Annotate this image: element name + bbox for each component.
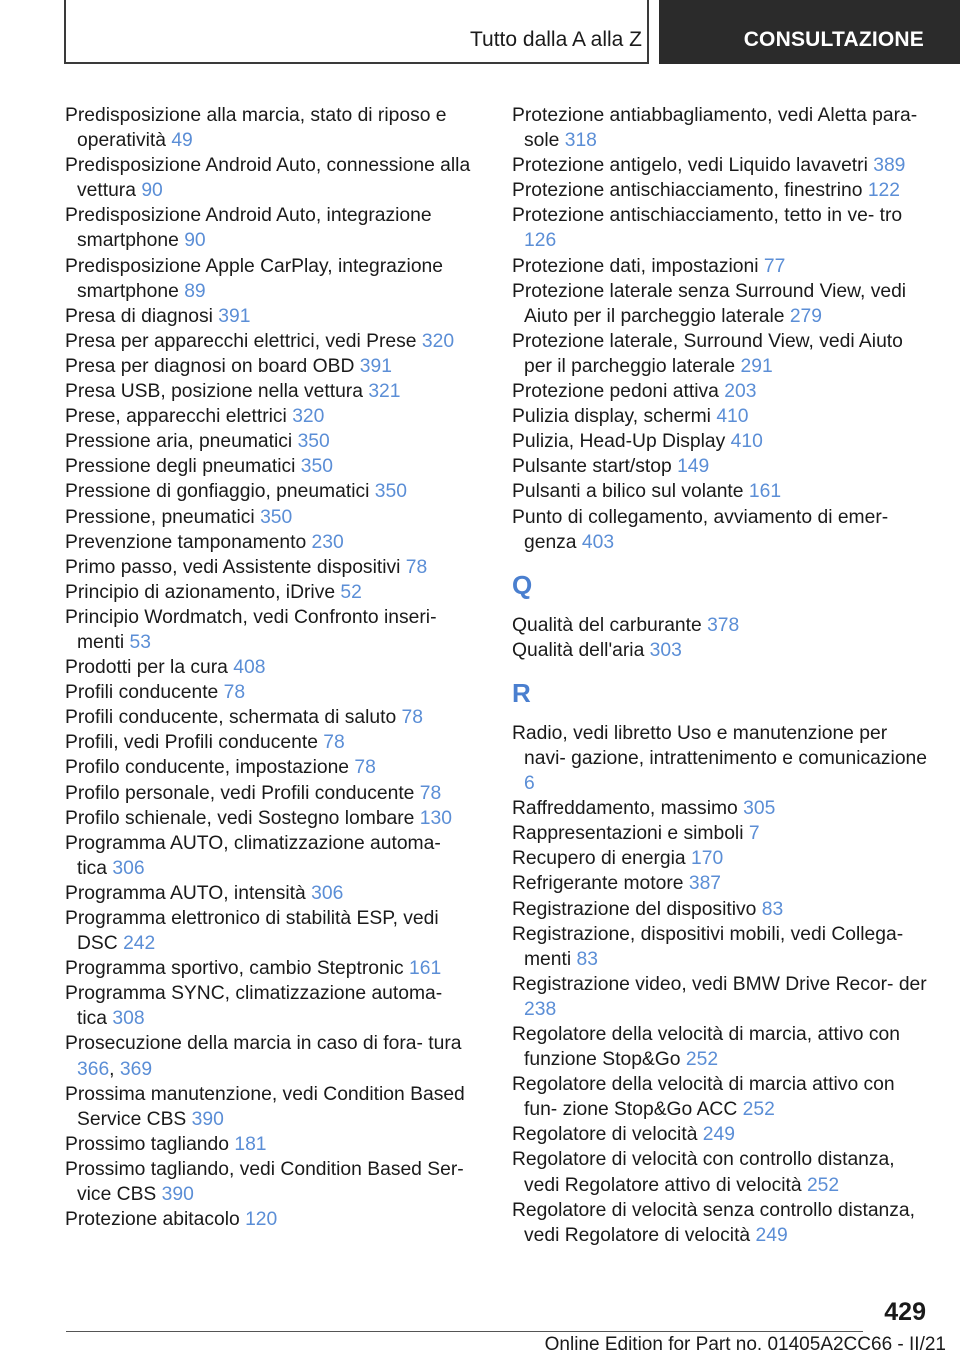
index-entry [512,897,932,922]
page-reference-link[interactable]: 391 [218,305,251,327]
index-letter-heading: Q [512,569,533,600]
index-entry-text: Predisposizione Apple CarPlay, integrazione smartphone [65,255,443,302]
page-reference-link[interactable]: 252 [742,1099,775,1121]
page-reference-link[interactable]: 387 [688,873,722,895]
index-entry-text: Programma SYNC, climatizzazione automa‐ tica [65,983,443,1030]
page-reference-link[interactable]: 126 [524,230,557,252]
page-reference-link[interactable]: 350 [297,431,330,453]
page-reference-link[interactable]: 78 [354,757,376,779]
page-reference-link[interactable]: 230 [311,531,344,553]
page-reference-link[interactable]: 90 [141,180,163,202]
page-reference-link[interactable]: 77 [763,255,786,277]
page-reference-link[interactable]: 161 [409,958,442,980]
index-entry: Prosecuzione della marcia in caso di fora‐ tura 366, 369 [65,1033,462,1080]
index-entry-text: Protezione dati, impostazioni [512,255,759,277]
page-reference-link[interactable]: 203 [724,381,757,403]
page-reference-link[interactable]: 408 [233,657,266,679]
index-entry-text: Predisposizione Android Auto, integrazione smartphone [65,205,432,252]
index-entry-text: Protezione antigelo, vedi Liquido lavavetri [512,155,868,177]
index-entry-text: Protezione laterale, Surround View, vedi Aiuto per il parcheggio laterale [512,330,903,377]
index-entry-text: Programma AUTO, intensità [65,882,306,904]
page-reference-link[interactable]: 303 [649,639,682,661]
index-entry [65,429,475,454]
index-entry [512,329,932,379]
page-reference-link[interactable]: 83 [576,948,598,970]
index-entry [512,972,932,1022]
index-entry [65,580,475,605]
page-reference-link[interactable]: 308 [112,1008,145,1030]
page-reference-link[interactable]: 306 [112,857,145,879]
index-entry-text: Prevenzione tamponamento [65,531,307,553]
chapter-tab [659,0,960,64]
page-reference-link[interactable]: 350 [300,456,333,478]
index-entry-text: Pulsante start/stop [512,456,672,478]
index-entry-text: Recupero di energia [512,848,686,870]
index-entry-text: Prosecuzione della marcia in caso di fora‐ tura [65,1033,462,1055]
index-entry [512,613,932,638]
index-entry-text: Protezione laterale senza Surround View, vedi Aiuto per il parcheggio laterale [512,280,907,327]
index-entry [512,203,932,253]
index-entry [65,329,475,354]
index-entry-text: Rappresentazioni e simboli [512,823,744,845]
index-entry-text: Principio Wordmatch, vedi Confronto inseri‐ menti [65,606,437,653]
index-entry [65,806,475,831]
index-entry-text: Presa di diagnosi [65,305,213,327]
page-reference-link[interactable]: 252 [806,1174,840,1196]
index-entry-text: Pulizia, Head-Up Display [512,431,726,453]
page-reference-link[interactable]: 242 [123,933,156,955]
index-entry [512,178,932,203]
page-reference-link[interactable]: 181 [234,1133,267,1155]
index-entry-text: Punto di collegamento, avviamento di emer‐ genza [512,506,889,553]
page-reference-link[interactable]: 49 [171,130,193,152]
index-entry [512,254,932,279]
index-entry-text: Presa per diagnosi on board OBD [65,355,355,377]
index-entry [65,680,475,705]
header-border-right [647,0,649,64]
page-reference-link[interactable]: 83 [761,898,784,920]
page-reference-link[interactable]: 149 [677,456,710,478]
index-entry [65,1207,475,1232]
index-entry [65,730,475,755]
page-reference-link[interactable]: 249 [702,1124,735,1146]
index-entry-text: Prossima manutenzione, vedi Condition Based Service CBS [65,1083,465,1130]
index-entry-text: Regolatore di velocità senza controllo distanza, vedi Regolatore di velocità [512,1199,915,1246]
page-reference-link[interactable]: 320 [421,330,455,352]
index-entry [65,505,475,530]
index-entry [512,379,932,404]
index-entry [65,655,475,680]
index-entry [65,755,475,780]
index-entry [512,721,932,796]
page-reference-link[interactable]: 78 [419,782,442,804]
index-entry-text: Protezione pedoni attiva [512,381,719,403]
index-letter-heading: R [512,677,531,708]
page-reference-link[interactable]: 90 [184,230,206,252]
index-entry-text: Profili conducente [65,682,219,704]
page-reference-link[interactable]: 78 [401,707,423,729]
page-reference-link[interactable]: 389 [873,155,906,177]
page-reference-link[interactable]: 170 [691,848,724,870]
index-entry-text: Regolatore della velocità di marcia attivo con fun‐ zione Stop&Go ACC [512,1074,895,1121]
index-entry-text: Presa per apparecchi elettrici, vedi Prese [65,330,417,352]
page-reference-link[interactable]: 350 [260,506,293,528]
page-reference-link[interactable]: 52 [340,581,362,603]
page-reference-link[interactable]: 369 [119,1058,153,1080]
index-entry [65,705,475,730]
page-reference-link[interactable]: 161 [748,481,782,503]
index-entry [512,846,932,871]
index-entry [512,638,932,663]
page-reference-link[interactable]: 390 [191,1108,224,1130]
index-entry-text: Predisposizione alla marcia, stato di riposo e operatività [65,105,447,152]
index-entry [65,103,475,153]
index-entry-text: Profili, vedi Profili conducente [65,732,318,754]
index-entry [65,530,475,555]
page-reference-link[interactable]: 130 [419,807,452,829]
page-reference-link[interactable]: 249 [755,1224,788,1246]
index-entry [512,279,932,329]
index-entry-text: Programma elettronico di stabilità ESP, vedi DSC [65,908,439,955]
index-entry [512,454,932,479]
index-entry-text: Qualità dell'aria [512,639,645,661]
index-entry [65,605,475,655]
index-entry-text: Principio di azionamento, iDrive [65,581,336,603]
index-entry-text: Protezione antischiacciamento, finestrino [512,180,863,202]
index-entry-text: Regolatore di velocità [512,1124,698,1146]
index-entry [512,429,932,454]
page-reference-link[interactable]: 7 [748,823,760,845]
index-entry-text: Pressione aria, pneumatici [65,431,293,453]
page-reference-link[interactable]: 291 [740,355,773,377]
page-reference-link[interactable]: 89 [184,280,206,302]
page-reference-link[interactable]: 306 [311,882,344,904]
page-reference-link[interactable]: 321 [368,381,401,403]
index-entry-text: Pressione, pneumatici [65,506,255,528]
page-reference-link[interactable]: 350 [374,481,407,503]
page-reference-link[interactable]: 378 [707,614,740,636]
index-entry-text: Regolatore di velocità con controllo distanza, vedi Regolatore attivo di velocità [512,1149,895,1196]
page-reference-link[interactable]: 78 [405,556,428,578]
index-entry-text: Pressione degli pneumatici [65,456,296,478]
page-reference-link[interactable]: 122 [867,180,900,202]
index-entry [512,871,932,896]
page-reference-link[interactable]: 279 [789,305,822,327]
index-entry-text: Pressione di gonfiaggio, pneumatici [65,481,370,503]
index-entry [65,881,475,906]
index-entry-text: Qualità del carburante [512,614,702,636]
index-entry-text: Raffreddamento, massimo [512,798,738,820]
page-reference-link[interactable]: 320 [292,406,325,428]
index-entry [65,906,475,956]
index-entry-text: Prodotti per la cura [65,657,228,679]
page-reference-link[interactable]: 403 [581,531,615,553]
index-entry [65,1082,475,1132]
page-reference-link[interactable]: 318 [564,130,597,152]
index-entry [65,781,475,806]
index-entry-text: Profilo schienale, vedi Sostegno lombare [65,807,415,829]
index-entry [512,922,932,972]
index-entry-text: Registrazione del dispositivo [512,898,757,920]
page-reference-link[interactable]: 390 [161,1184,194,1206]
index-entry [512,796,932,821]
index-entry [512,1122,932,1147]
page-reference-link[interactable]: 410 [716,406,749,428]
index-entry-text: Predisposizione Android Auto, connessione alla vettura [65,155,471,202]
page-reference-link[interactable]: 238 [524,998,557,1020]
index-entry [512,1072,932,1122]
page-reference-link[interactable]: 305 [743,798,776,820]
index-entry [512,1022,932,1072]
index-entry [512,479,932,504]
header-border-left [64,0,66,64]
index-entry-text: Protezione abitacolo [65,1209,240,1231]
index-entry-text: Presa USB, posizione nella vettura [65,381,363,403]
index-entry-text: Registrazione, dispositivi mobili, vedi Collega‐ menti [512,923,904,970]
page-reference-link[interactable]: 252 [685,1049,719,1071]
index-entry [512,404,932,429]
page-number: 429 [884,1298,926,1326]
page-reference-link[interactable]: 391 [359,355,392,377]
index-entry-text: Prossimo tagliando, vedi Condition Based Ser‐ vice CBS [65,1158,464,1206]
index-entry-text: Registrazione video, vedi BMW Drive Recor‐ der [512,973,927,995]
index-entry-text: Programma sportivo, cambio Steptronic [65,958,404,980]
index-entry [512,103,932,153]
index-entry-text: Pulsanti a bilico sul volante [512,481,744,503]
footer-edition: Online Edition for Part no. 01405A2CC66 - II/21 [544,1334,946,1355]
index-entry-text: Regolatore della velocità di marcia, attivo con funzione Stop&Go [512,1024,900,1071]
index-entry [65,454,475,479]
index-entry-text: Programma AUTO, climatizzazione automa‐ tica [65,832,441,879]
index-entry [512,821,932,846]
index-entry [65,379,475,404]
page-reference-link[interactable]: 53 [129,631,151,653]
page-reference-link[interactable]: 78 [223,682,246,704]
chapter-tab-label: CONSULTAZIONE [743,28,924,51]
index-entry [65,956,475,981]
index-entry [65,254,475,304]
page-reference-link[interactable]: 410 [730,431,763,453]
index-entry [512,153,932,178]
footer-divider [66,1331,863,1332]
page-reference-link[interactable]: 78 [323,732,345,754]
index-entry [65,831,475,881]
index-column-left [65,103,475,1232]
page-reference-link[interactable]: 6 [524,773,535,795]
index-entry-text: Protezione antischiacciamento, tetto in ve‐ tro [512,205,903,227]
index-entry [65,153,475,203]
index-entry [65,304,475,329]
index-entry [512,1198,932,1248]
index-entry [512,505,932,555]
index-entry [65,354,475,379]
page-reference-link[interactable]: 120 [245,1209,278,1231]
index-entry-text: Radio, vedi libretto Uso e manutenzione per navi‐ gazione, intrattenimento e comunicazione [512,722,927,769]
index-entry [65,981,475,1031]
index-entry-text: Refrigerante motore [512,873,684,895]
index-entry [65,203,475,253]
index-entry-text: Prese, apparecchi elettrici [65,406,287,428]
header-border-bottom [66,62,649,64]
section-title: Tutto dalla A alla Z [470,28,642,51]
page-reference-link[interactable]: 366 [77,1058,110,1080]
index-entry [65,479,475,504]
index-entry-text: Protezione antiabbagliamento, vedi Aletta para‐ sole [512,105,918,152]
index-entry-text: Pulizia display, schermi [512,406,711,428]
index-entry-text: Primo passo, vedi Assistente dispositivi [65,556,401,578]
index-entry [65,555,475,580]
index-entry [512,1147,932,1197]
index-entry [65,1132,475,1157]
index-entry [65,1157,475,1207]
index-entry-text: Prossimo tagliando [65,1133,229,1155]
index-entry [65,404,475,429]
index-column-right [512,103,932,1248]
index-entry-text: Profilo personale, vedi Profili conducente [65,782,415,804]
index-entry-text: Profilo conducente, impostazione [65,757,350,779]
index-entry-text: Profili conducente, schermata di saluto [65,707,397,729]
